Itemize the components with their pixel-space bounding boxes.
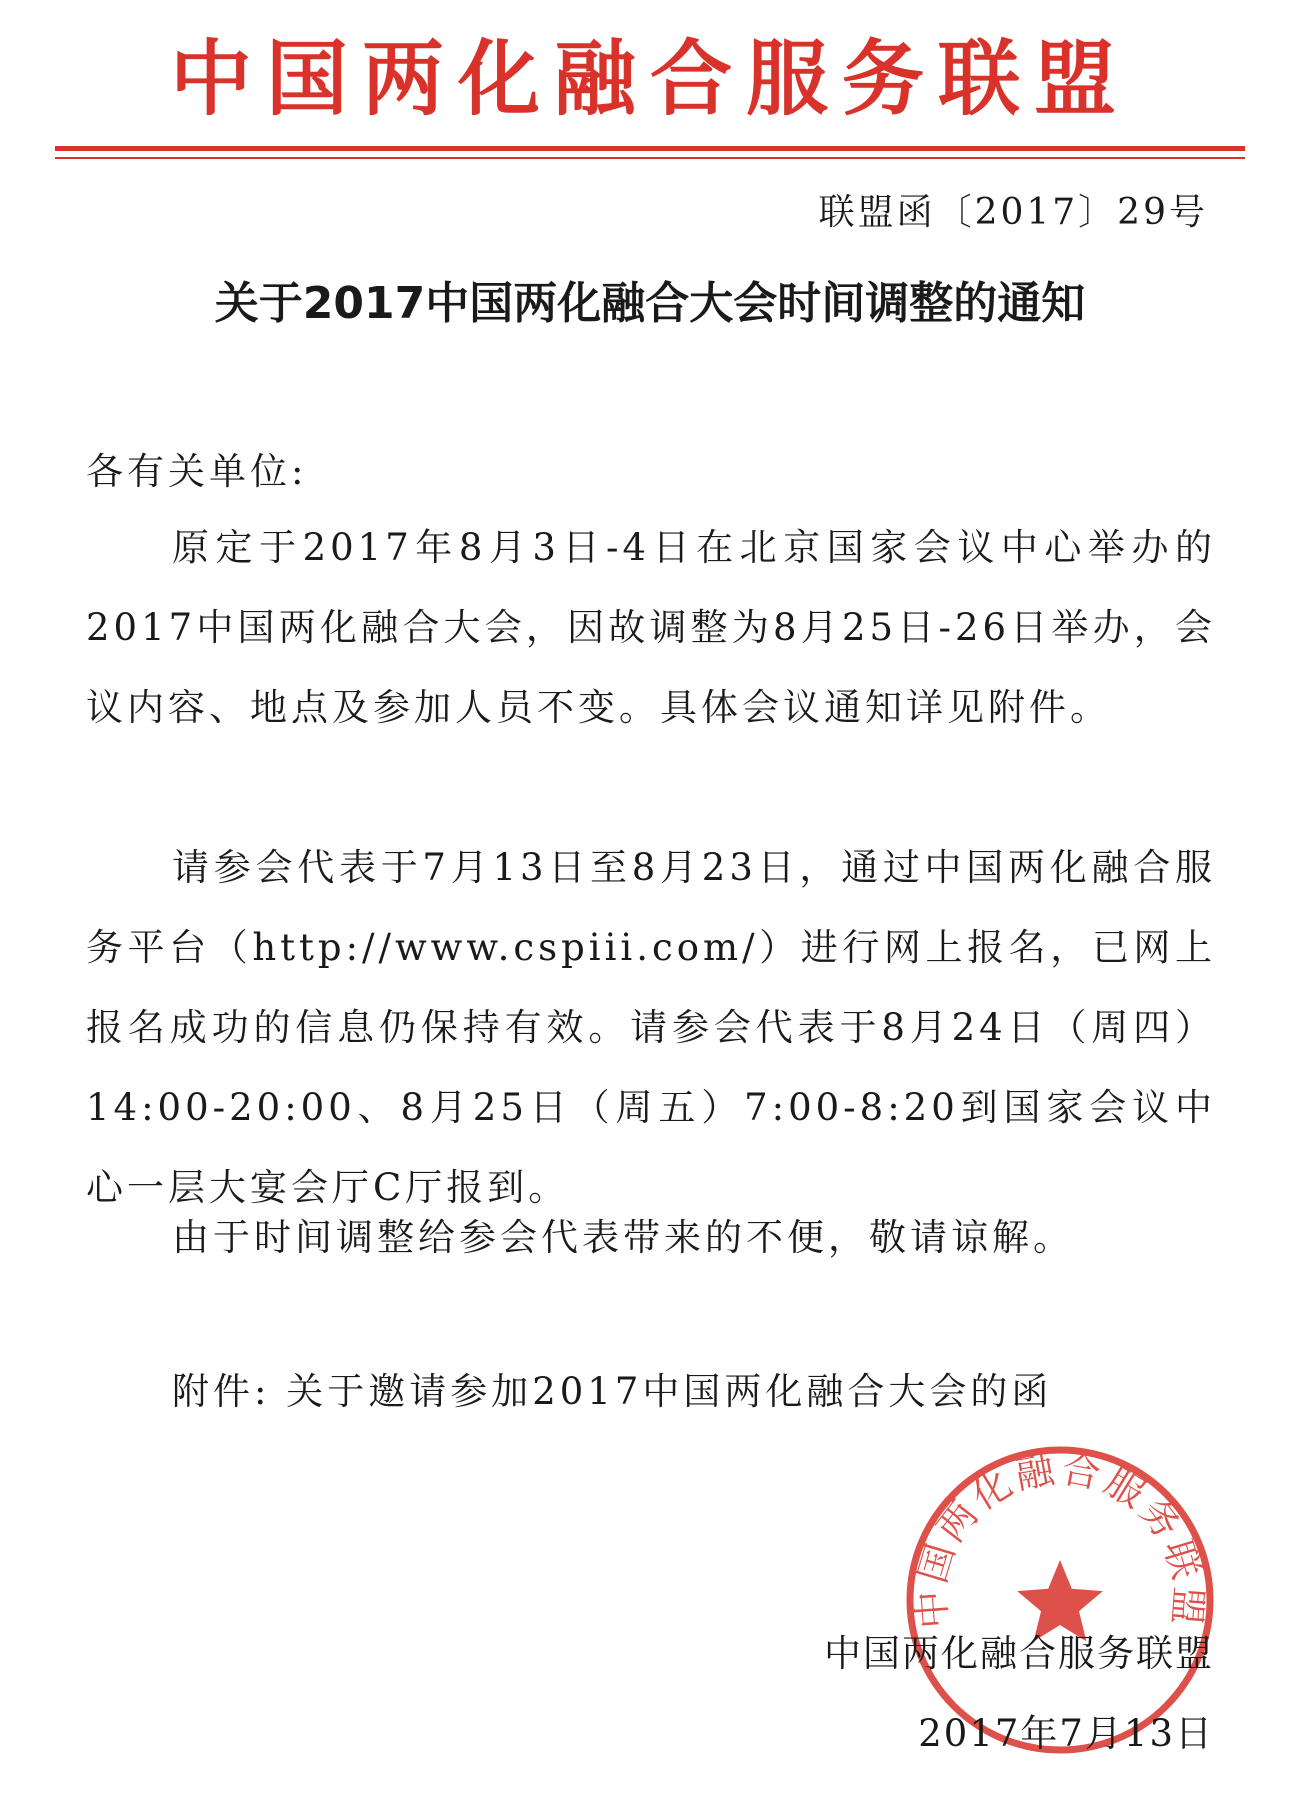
document-title: 关于2017中国两化融合大会时间调整的通知: [214, 278, 1086, 329]
paragraph-2: 请参会代表于7月13日至8月23日，通过中国两化融合服务平台（http://www.cspiii.com/）进行网上报名，已网上报名成功的信息仍保持有效。请参会代表于8月24日（周四）14:00-20:00、8月25日（周五）7:00-8:20到国家会议中心一层大宴会厅C厅报到。: [86, 846, 1216, 1209]
paragraph-3: 由于时间调整给参会代表带来的不便，敬请谅解。: [172, 1216, 1074, 1259]
salutation: 各有关单位:: [86, 450, 308, 493]
letterhead-rule-thin: [55, 157, 1245, 159]
attachment-line: 附件: 关于邀请参加2017中国两化融合大会的函: [172, 1370, 1053, 1413]
letterhead-org-name: 中国两化融合服务联盟: [169, 32, 1130, 127]
signature-date: 2017年7月13日: [918, 1712, 1214, 1755]
letterhead-rule-thick: [55, 146, 1245, 151]
paragraph-1: 原定于2017年8月3日-4日在北京国家会议中心举办的2017中国两化融合大会，因故调整为8月25日-26日举办，会议内容、地点及参加人员不变。具体会议通知详见附件。: [86, 526, 1216, 729]
document-number: 联盟函〔2017〕29号: [818, 192, 1208, 233]
signature-organization: 中国两化融合服务联盟: [824, 1632, 1214, 1675]
seal-text: 中国两化融合服务联盟: [908, 1446, 1212, 1631]
